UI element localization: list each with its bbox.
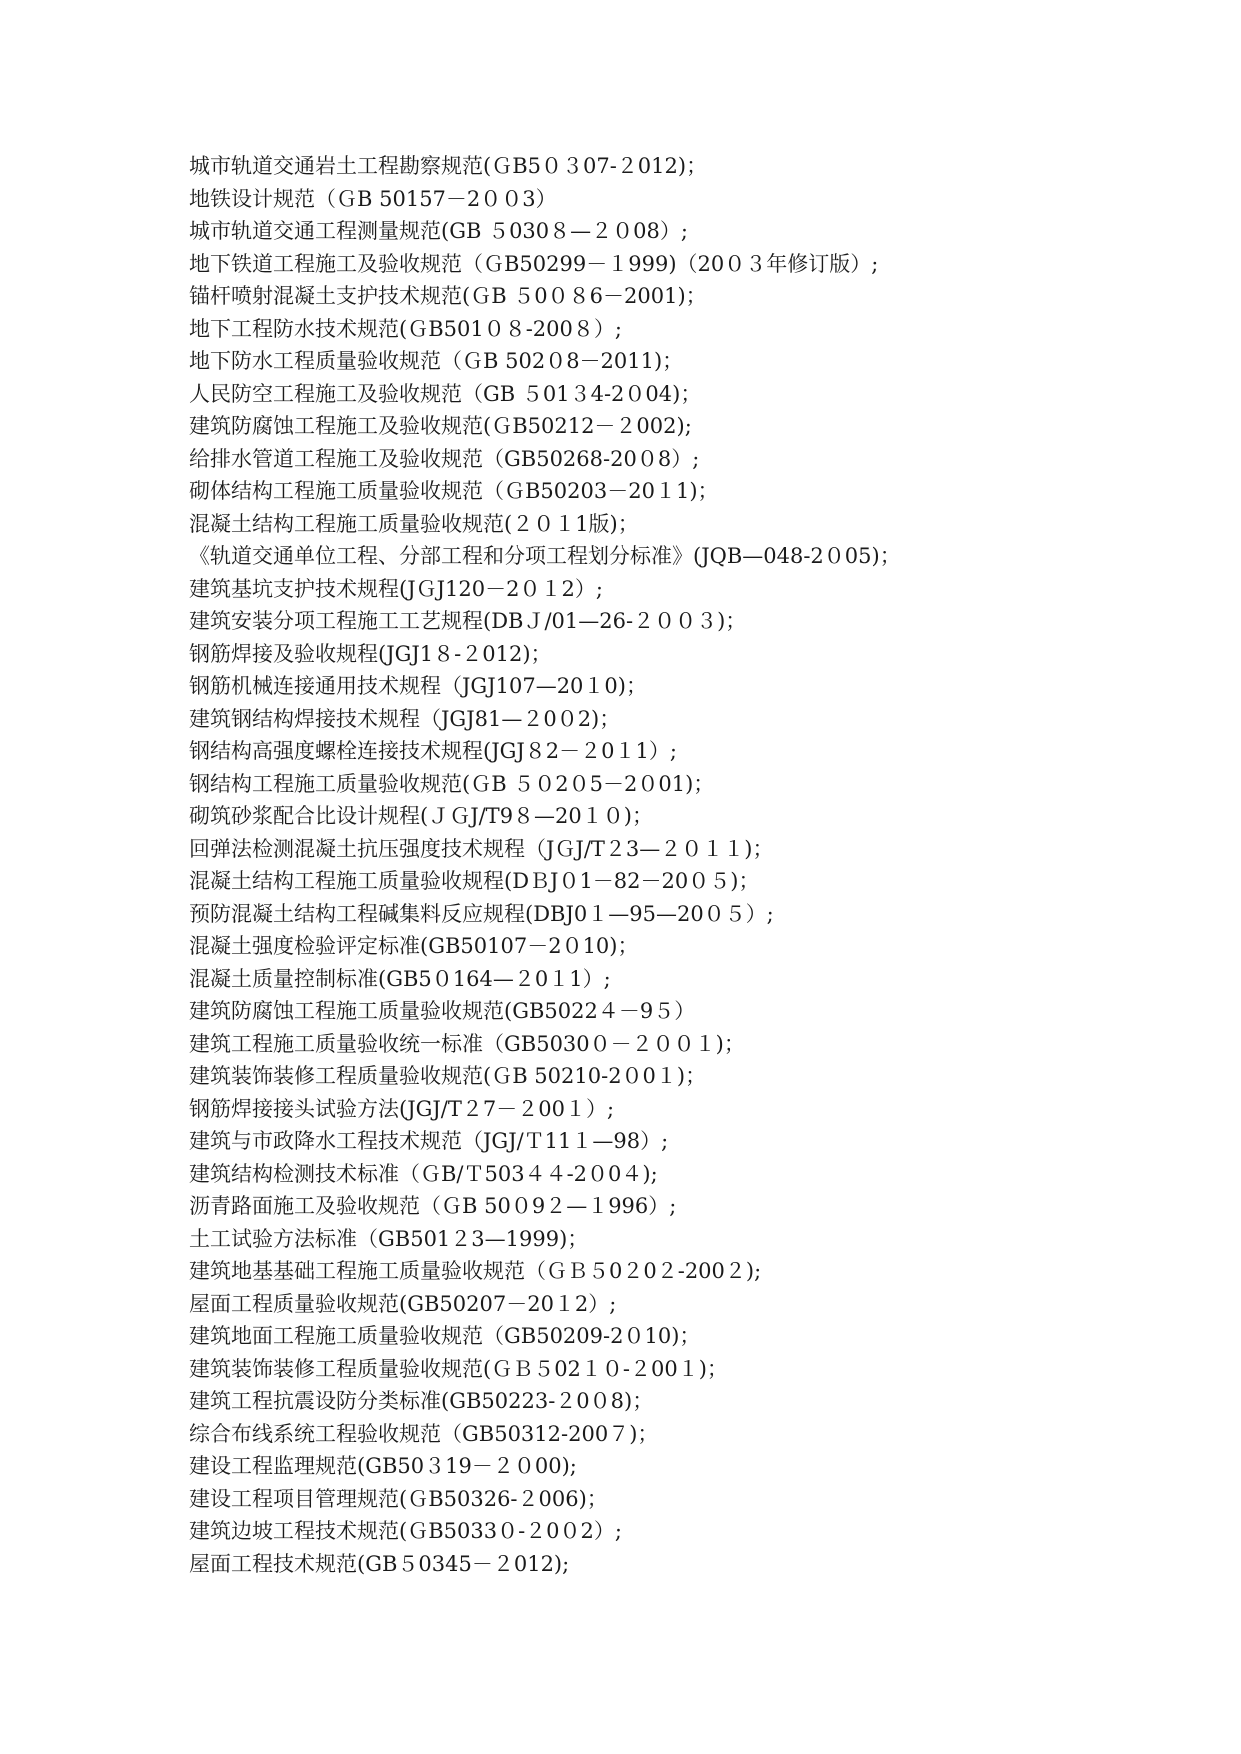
list-item: 城市轨道交通工程测量规范(GB ５030８—２０08）; bbox=[189, 219, 688, 243]
list-item: 建筑钢结构焊接技术规程（JGJ81—２0０2)； bbox=[189, 706, 621, 731]
list-item: 建筑结构检测技术标准（ＧB/Ｔ503４４-2０0４); bbox=[189, 1161, 658, 1186]
list-item: 沥青路面施工及验收规范（ＧB 50０9２—１996）; bbox=[189, 1194, 677, 1218]
list-item: 建筑装饰装修工程质量验收规范(ＧＢ５02１０-２00１)； bbox=[189, 1356, 728, 1381]
list-item: 混凝土结构工程施工质量验收规程(DＢJ０1－82－20０５)； bbox=[189, 869, 760, 893]
list-item: 建筑工程施工质量验收统一标准（GB5030０－２００１)； bbox=[189, 1031, 745, 1056]
list-item: 钢结构高强度螺栓连接技术规程(JGJ８2－２0１1）; bbox=[189, 739, 677, 763]
list-item: 钢结构工程施工质量验收规范(ＧB ５０2０5－2０01)； bbox=[189, 771, 715, 796]
list-item: 屋面工程质量验收规范(GB50207－20１2）; bbox=[189, 1291, 617, 1316]
list-item: 《轨道交通单位工程、分部工程和分项工程划分标准》(JQB—048-2０05)； bbox=[189, 544, 901, 568]
list-item: 给排水管道工程施工及验收规范（GB50268-20０8）; bbox=[189, 446, 700, 471]
list-item: 城市轨道交通岩土工程勘察规范(ＧB5０３07-２012)； bbox=[189, 154, 708, 178]
list-item: 土工试验方法标准（GB501２3—1999)； bbox=[189, 1226, 589, 1251]
list-item: 建筑安装分项工程施工工艺规程(DBＪ/01—26-２００３)； bbox=[189, 609, 747, 633]
list-item: 砌体结构工程施工质量验收规范（ＧB50203－20１1)； bbox=[189, 479, 719, 503]
list-item: 混凝土结构工程施工质量验收规范(２０１1版)； bbox=[189, 511, 639, 536]
list-item: 建筑工程抗震设防分类标准(GB50223-２0０8)； bbox=[189, 1389, 654, 1413]
list-item: 建筑防腐蚀工程施工及验收规范(ＧB50212－２002); bbox=[189, 414, 692, 438]
list-item: 锚杆喷射混凝土支护技术规范(ＧB ５0０８6－2001)； bbox=[189, 284, 707, 308]
list-item: 钢筋焊接接头试验方法(JGJ/T２7－２00１）; bbox=[189, 1096, 615, 1121]
list-item: 预防混凝土结构工程碱集料反应规程(DBJ0１—95—20０５）; bbox=[189, 901, 774, 926]
list-item: 人民防空工程施工及验收规范（GB ５01３4-2０04)； bbox=[189, 381, 702, 406]
list-item: 地铁设计规范（ＧB 50157－2００3） bbox=[189, 186, 557, 211]
list-item: 建设工程监理规范(GB50３19－２０00); bbox=[189, 1454, 577, 1478]
list-item: 回弹法检测混凝土抗压强度技术规程（JＧJ/T２3—２０１１)； bbox=[189, 836, 774, 861]
list-item: 地下铁道工程施工及验收规范（ＧB50299－１999)（20０３年修订版）; bbox=[189, 251, 879, 276]
list-item: 混凝土强度检验评定标准(GB50107－2０10)； bbox=[189, 934, 639, 958]
list-item: 混凝土质量控制标准(GB5０164—２0１1）; bbox=[189, 966, 611, 991]
list-item: 钢筋机械连接通用技术规程（JGJ107—20１0)； bbox=[189, 674, 647, 698]
list-item: 屋面工程技术规范(GB５0345－２012); bbox=[189, 1551, 570, 1576]
list-item: 建筑地基基础工程施工质量验收规范（ＧＢ５0２0２-200２); bbox=[189, 1259, 762, 1283]
list-item: 建筑边坡工程技术规范(ＧB5033０-２0０2）; bbox=[189, 1519, 622, 1543]
list-item: 建筑装饰装修工程质量验收规范(ＧB 50210-2０0１)； bbox=[189, 1064, 707, 1088]
list-item: 建设工程项目管理规范(ＧB50326-２006)； bbox=[189, 1486, 608, 1511]
list-item: 地下防水工程质量验收规范（ＧB 502０8－2011)； bbox=[189, 349, 684, 373]
list-item: 钢筋焊接及验收规程(JGJ1８-２012)； bbox=[189, 641, 552, 666]
list-item: 综合布线系统工程验收规范（GB50312-200７)； bbox=[189, 1421, 659, 1446]
list-item: 地下工程防水技术规范(ＧB501０８-200８）; bbox=[189, 316, 622, 341]
list-item: 建筑基坑支护技术规程(JＧJ120－2０１2）; bbox=[189, 576, 603, 601]
list-item: 建筑与市政降水工程技术规范（JGJ/Ｔ11１—98）; bbox=[189, 1129, 669, 1153]
list-item: 建筑防腐蚀工程施工质量验收规范(GB5022４－9５） bbox=[189, 999, 696, 1023]
list-item: 建筑地面工程施工质量验收规范（GB50209-2０10)； bbox=[189, 1324, 701, 1348]
list-item: 砌筑砂浆配合比设计规程(ＪＧJ/T9８—20１０)； bbox=[189, 804, 653, 828]
standards-list bbox=[189, 150, 1189, 1580]
